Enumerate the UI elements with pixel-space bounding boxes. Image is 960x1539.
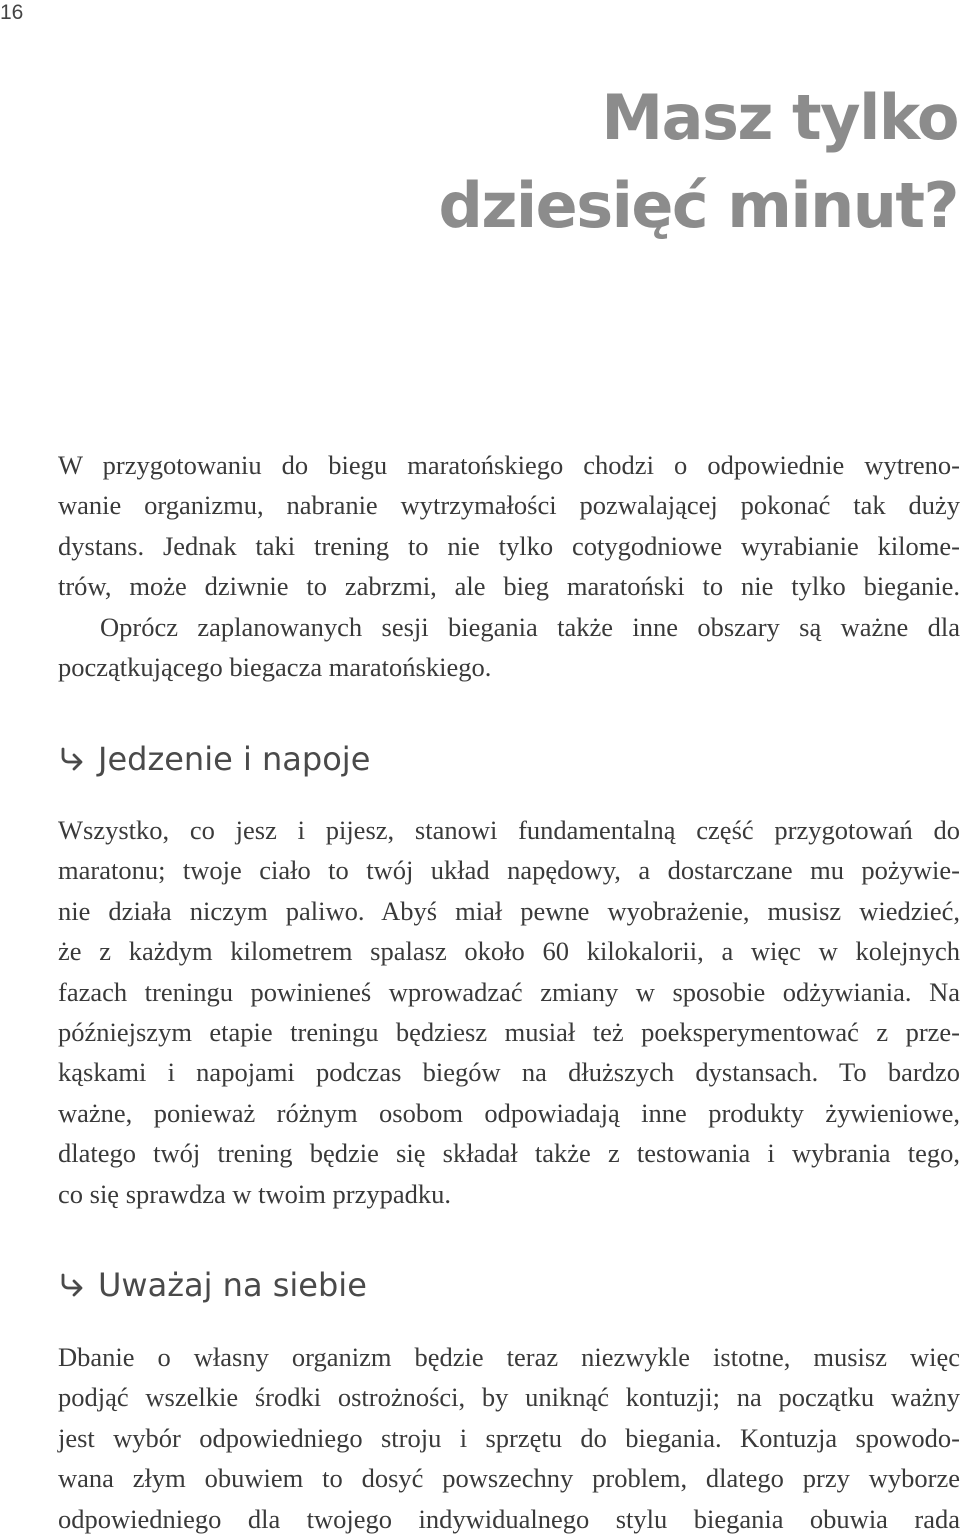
food-paragraph: [58, 810, 960, 1214]
text-line: Dbanie o własny organizm będzie teraz niezwykle istotne, musisz więc: [58, 1342, 960, 1372]
section-heading-self-care: [58, 1266, 367, 1304]
text-line: fazach treningu powinieneś wprowadzać zmiany w sposobie odżywiania. Na: [58, 976, 960, 1007]
text-line: dlatego twój trening będzie się składał także z testowania i wybrania tego,: [58, 1138, 960, 1169]
section-heading-label: Uważaj na siebie: [98, 1266, 367, 1304]
text-line: kąskami i napojami podczas biegów na dłuższych dystansach. To bardzo: [58, 1057, 960, 1088]
page-title-line-2: dziesięć minut?: [438, 169, 958, 242]
arrow-hook-right-icon: [58, 1272, 88, 1298]
text-line: Wszystko, co jesz i pijesz, stanowi fundamentalną część przygotowań do: [58, 815, 960, 845]
text-line: trów, może dziwnie to zabrzmi, ale bieg maratoński to nie tylko bieganie.: [58, 571, 960, 602]
arrow-hook-right-icon: [58, 746, 88, 772]
text-line: dystans. Jednak taki trening to nie tylko cotygodniowe wyrabianie kilome-: [58, 530, 960, 561]
text-line: Oprócz zaplanowanych sesji biegania także inne obszary są ważne dla: [100, 611, 960, 642]
self-care-paragraph: [58, 1337, 960, 1539]
text-line: wanie organizmu, nabranie wytrzymałości pozwalającej pokonać tak duży: [58, 490, 960, 521]
text-line: W przygotowaniu do biegu maratońskiego chodzi o odpowiednie wytreno-: [58, 450, 960, 480]
text-line: że z każdym kilometrem spalasz około 60 kilokalorii, a więc w kolejnych: [58, 936, 960, 967]
text-line: ważne, ponieważ różnym osobom odpowiadają inne produkty żywieniowe,: [58, 1097, 960, 1128]
text-line: wana złym obuwiem to dosyć powszechny problem, dlatego przy wyborze: [58, 1463, 960, 1494]
text-line: początkującego biegacza maratońskiego.: [58, 652, 492, 683]
text-line: odpowiedniego dla twojego indywidualnego stylu biegania obuwia rada: [58, 1503, 960, 1534]
intro-paragraph: [58, 445, 960, 687]
text-line: maratonu; twoje ciało to twój układ napędowy, a dostarczane mu pożywie-: [58, 855, 960, 886]
text-line: co się sprawdza w twoim przypadku.: [58, 1178, 451, 1209]
section-heading-food: [58, 740, 370, 778]
page-title: [438, 74, 958, 250]
page-title-line-1: Masz tylko: [601, 81, 958, 154]
section-heading-label: Jedzenie i napoje: [98, 740, 371, 778]
page-number: 16: [0, 1, 24, 24]
text-line: późniejszym etapie treningu będziesz musiał też poeksperymentować z prze-: [58, 1017, 960, 1048]
text-line: nie działa niczym paliwo. Abyś miał pewne wyobrażenie, musisz wiedzieć,: [58, 895, 960, 926]
text-line: jest wybór odpowiedniego stroju i sprzętu do biegania. Kontuzja spowodo-: [58, 1422, 960, 1453]
text-line: podjąć wszelkie środki ostrożności, by uniknąć kontuzji; na początku ważny: [58, 1382, 960, 1413]
